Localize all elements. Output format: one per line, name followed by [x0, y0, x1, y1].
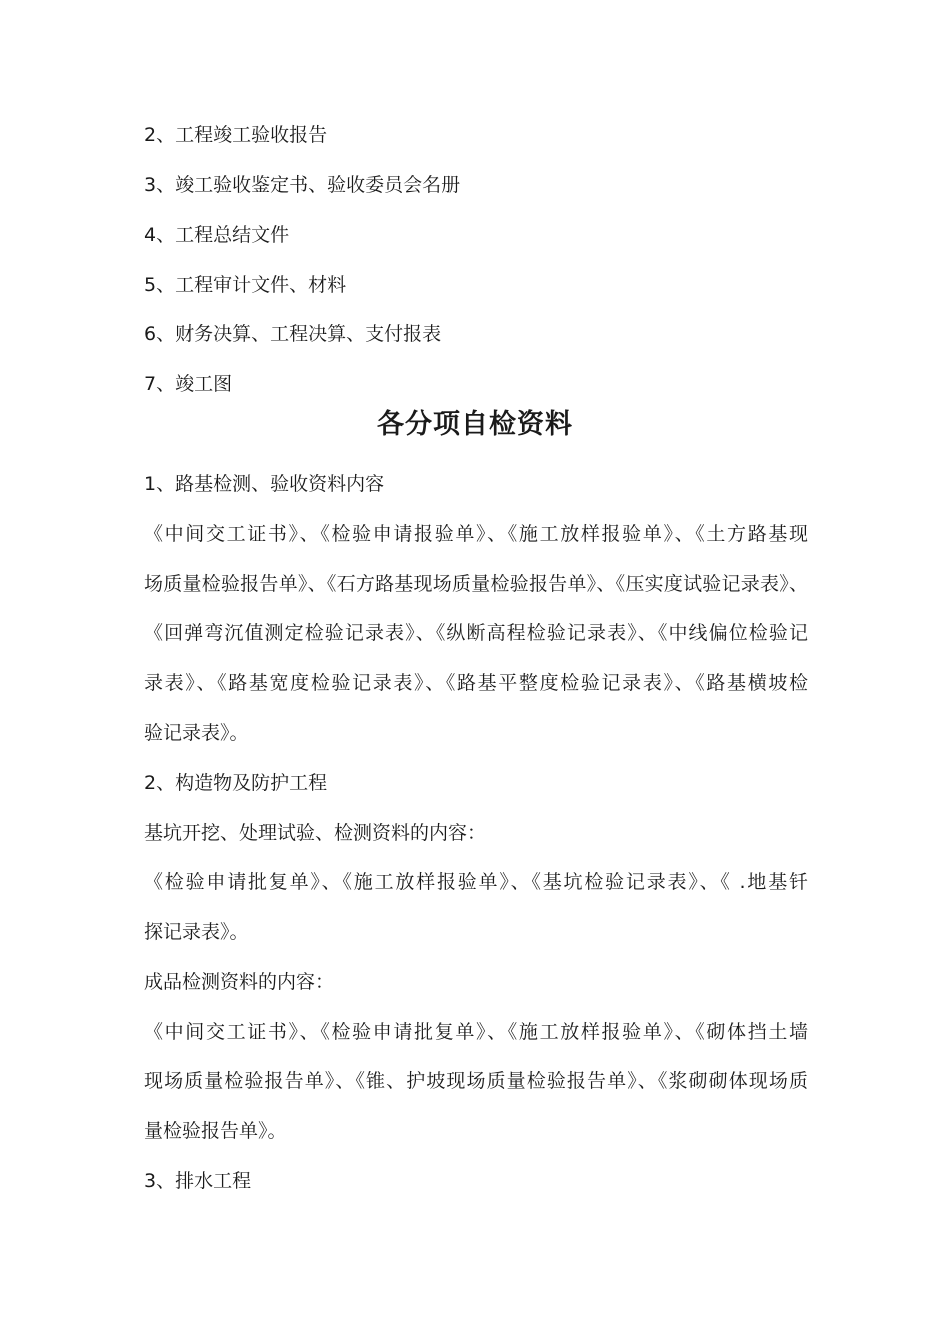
- list-item-completion-report: 2、工程竣工验收报告: [144, 124, 328, 146]
- list-item-as-built-drawing: 7、竣工图: [144, 373, 233, 395]
- paragraph-line: 录表》、《路基宽度检验记录表》、《路基平整度检验记录表》、《路基横坡检: [144, 672, 808, 694]
- paragraph-line: 《回弹弯沉值测定检验记录表》、《纵断高程检验记录表》、《中线偏位检验记: [144, 622, 808, 644]
- paragraph-line: 现场质量检验报告单》、《锥、护坡现场质量检验报告单》、《浆砌砌体现场质: [144, 1070, 808, 1092]
- paragraph-line: 验记录表》。: [144, 722, 249, 744]
- list-item-appraisal-book: 3、竣工验收鉴定书、验收委员会名册: [144, 174, 461, 196]
- paragraph-line: 量检验报告单》。: [144, 1120, 287, 1142]
- subsection-title-drainage: 3、排水工程: [144, 1170, 252, 1192]
- list-item-audit-file: 5、工程审计文件、材料: [144, 274, 347, 296]
- subsection-title-roadbed: 1、路基检测、验收资料内容: [144, 473, 385, 495]
- paragraph-line: 探记录表》。: [144, 921, 249, 943]
- list-item-summary-file: 4、工程总结文件: [144, 224, 290, 246]
- paragraph-label: 成品检测资料的内容：: [144, 971, 335, 993]
- list-item-financial-report: 6、财务决算、工程决算、支付报表: [144, 323, 442, 345]
- section-heading: 各分项自检资料: [377, 409, 573, 440]
- paragraph-label: 基坑开挖、处理试验、检测资料的内容：: [144, 822, 487, 844]
- subsection-title-structures: 2、构造物及防护工程: [144, 772, 328, 794]
- paragraph-line: 场质量检验报告单》、《石方路基现场质量检验报告单》、《压实度试验记录表》、: [144, 573, 808, 595]
- paragraph-line: 《中间交工证书》、《检验申请报验单》、《施工放样报验单》、《土方路基现: [144, 523, 808, 545]
- paragraph-line: 《检验申请批复单》、《施工放样报验单》、《基坑检验记录表》、《 .地基钎: [144, 871, 808, 893]
- paragraph-line: 《中间交工证书》、《检验申请批复单》、《施工放样报验单》、《砌体挡土墙: [144, 1021, 808, 1043]
